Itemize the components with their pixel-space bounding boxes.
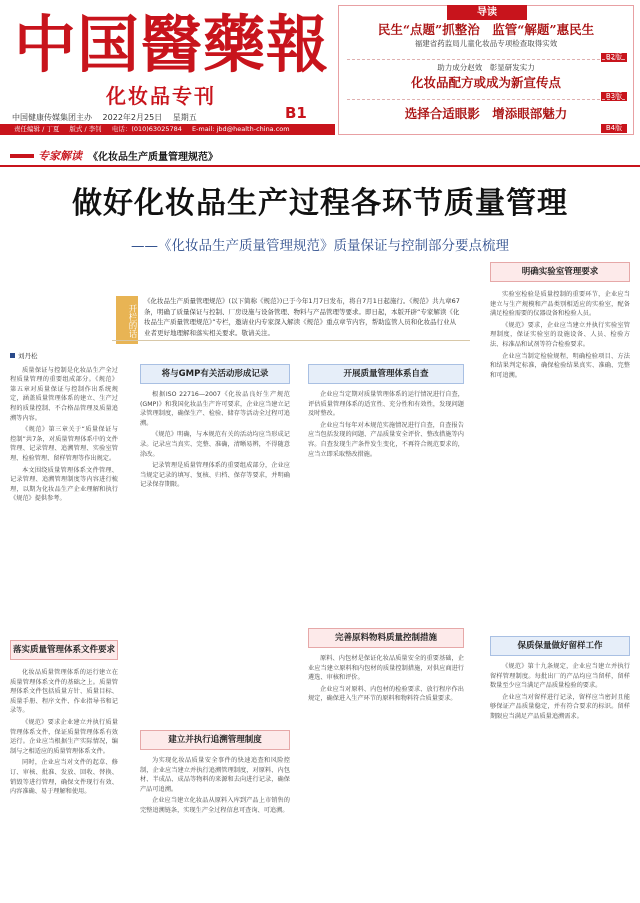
paragraph: 《规范》第十九条规定，企业应当建立并执行留样管理制度。每批出厂的产品均应当留样，留样数量至少应当满足产品质量检验的要求。 xyxy=(490,663,630,690)
newspaper-logo: 中国醫藥報 xyxy=(14,8,330,81)
paragraph: 《规范》明确，与本规范有关的活动均应当形成记录。记录应当真实、完整、准确，清晰易辨，不得随意涂改。 xyxy=(140,431,290,458)
subheadline: ——《化妆品生产质量管理规范》质量保证与控制部分要点梳理 xyxy=(131,238,509,254)
author-byline xyxy=(10,352,118,362)
designer: 版式 / 李钊 xyxy=(69,125,102,133)
paragraph: 本文围绕质量管理体系文件管理、记录管理、追溯管理制度等内容进行梳理，以期为化妆品生产企业理解和执行《规范》提供参考。 xyxy=(10,466,118,503)
article-column-3 xyxy=(308,390,464,620)
paragraph: 原料、内包材是保证化妆品质量安全的重要基础，企业应当建立原料和内包材的质量控制措施，对供应商进行遴选、审核和评价。 xyxy=(308,655,464,682)
guide-item-subtitle: 助力成分赵效 彰显研发实力 xyxy=(437,63,535,72)
weekday: 星期五 xyxy=(172,113,197,122)
supplement-title: 化妆品专刊 xyxy=(106,84,216,108)
column-intro-tag: 开栏的话 xyxy=(116,296,138,344)
article-column-1b xyxy=(10,668,118,897)
paragraph: 企业应当定期对质量管理体系的运行情况进行自查，评估质量管理体系的适宜性、充分性和有效性，发现问题及时整改。 xyxy=(308,391,464,418)
section-bar xyxy=(10,154,34,158)
page-number: B1 xyxy=(285,104,307,122)
publisher-line xyxy=(12,112,205,123)
email: E-mail: jbd@health-china.com xyxy=(191,125,290,133)
article-column-4 xyxy=(490,290,630,628)
subsection-heading: 落实质量管理体系文件要求 xyxy=(10,640,118,660)
paragraph: 企业应当对留样进行记录，留样应当密封且能够保证产品质量稳定，并有符合要求的标识。留样期限应当满足产品质量追溯需求。 xyxy=(490,693,630,720)
section-topic: 《化妆品生产质量管理规范》 xyxy=(88,152,218,163)
phone: 电话：(010)63025784 xyxy=(111,125,182,133)
issue-date: 2022年2月25日 xyxy=(102,113,163,122)
section-header xyxy=(10,145,218,163)
guide-item-title: 化妆品配方或成为新宣传点 xyxy=(410,75,561,90)
column-intro-text: 《化妆品生产质量管理规范》(以下简称《规范》)已于今年1月7日发布，将自7月1日起施行。《规范》共九章67条，明确了质量保证与控制、厂房设施与设备管理、物料与产品管理等要求。即日起，本版开辟“专家解读《化妆品生产质量管理规范》”专栏，邀请业内专家深入解读《规范》重点章节内容，帮助监管人员和化妆品行业从业者更好地理解和落实相关要求。敬请关注。 xyxy=(144,297,460,337)
paragraph: 企业应当制定检验规程，明确检验项目、方法和结果判定标准，确保检验结果真实、准确、完整和可追溯。 xyxy=(490,352,630,379)
guide-page-tag: B2版 xyxy=(601,53,627,62)
paragraph: 为实现化妆品质量安全事件的快速追查和风险控制，企业应当建立并执行追溯管理制度，对原料、内包材、半成品、成品等物料的来源和去向进行记录，确保产品可追溯。 xyxy=(140,757,290,793)
guide-divider xyxy=(347,59,625,60)
paragraph: 企业应当每年对本规范实施情况进行自查，自查报告应当包括发现的问题、产品质量安全评价、整改措施等内容。自查发现生产条件发生变化，不再符合规范要求的，应当立即采取整改措施。 xyxy=(308,421,464,458)
editor-info-bar xyxy=(0,124,335,135)
subsection-heading: 明确实验室管理要求 xyxy=(490,262,630,282)
guide-item[interactable] xyxy=(339,20,633,61)
guide-item[interactable] xyxy=(339,104,633,132)
guide-item-subtitle: 福建省药监局儿童化妆品专项检查取得实效 xyxy=(414,39,558,48)
editor: 责任编辑 / 丁夏 xyxy=(14,125,60,133)
subsection-heading: 将与GMP有关活动形成记录 xyxy=(140,364,290,384)
author-name: 刘丹松 xyxy=(18,352,38,360)
guide-box xyxy=(338,5,634,135)
publisher: 中国健康传媒集团主办 xyxy=(12,113,92,122)
article-column-1 xyxy=(10,352,118,638)
paragraph: 《规范》第三章关于“质量保证与控制”共7条，对质量管理体系中的文件管理、记录管理、追溯管理、实验室管理、检验管理、留样管理等作出规定。 xyxy=(10,426,118,462)
paragraph: 《规范》要求，企业应当建立并执行实验室管理制度，保证实验室的设施设备、人员、检验方法、标准品和试剂等符合检验要求。 xyxy=(490,321,630,348)
guide-item-title: 民生“点题”抓整治 监管“解题”惠民生 xyxy=(377,22,595,37)
guide-divider xyxy=(347,99,625,100)
article-column-2 xyxy=(140,390,290,720)
paragraph: 实验室检验是质量控制的重要环节，企业应当建立与生产规模和产品类别相适应的实验室，配备满足检验需要的仪器设备和检验人员。 xyxy=(490,291,630,318)
guide-item[interactable] xyxy=(339,62,633,100)
headline: 做好化妆品生产过程各环节质量管理 xyxy=(72,186,568,221)
intro-divider xyxy=(112,340,470,341)
paragraph: 企业应当对原料、内包材的检验要求、放行程序作出规定，确保进入生产环节的原料和物料符合质量要求。 xyxy=(308,685,464,703)
paragraph: 企业应当建立化妆品从原料入库到产品上市销售的完整追溯链条，实现生产全过程信息可查询、可追溯。 xyxy=(140,797,290,814)
article-column-4b xyxy=(490,662,630,897)
guide-page-tag: B3版 xyxy=(601,92,627,101)
guide-page-tag: B4版 xyxy=(601,124,627,133)
paragraph: 记录管理是质量管理体系的重要组成部分，企业应当规定记录的填写、复核、归档、保存等要求，并明确记录保存期限。 xyxy=(140,462,290,489)
article-column-2b xyxy=(140,756,290,897)
guide-title: 导读 xyxy=(447,5,527,20)
byline-square-icon xyxy=(10,353,15,358)
paragraph: 质量保证与控制是化妆品生产全过程质量管理的重要组成部分。《规范》第五章对质量保证与控制作出系统规定，涵盖质量管理体系的建立、生产过程的质量控制、不合格品管理及质量追溯等内容。 xyxy=(10,366,118,422)
paragraph: 根据ISO 22716—2007《化妆品良好生产规范(GMP)》和我国化妆品生产许可要求，企业应当建立记录管理制度，确保生产、检验、储存等活动全过程可追溯。 xyxy=(140,391,290,427)
paragraph: 化妆品质量管理体系的运行建立在质量管理体系文件的基础之上。质量管理体系文件包括质量方针、质量目标、质量手册、程序文件、作业指导书和记录等。 xyxy=(10,669,118,715)
subsection-heading: 保质保量做好留样工作 xyxy=(490,636,630,656)
guide-item-title: 选择合适眼影 增添眼部魅力 xyxy=(404,106,568,121)
expert-label: 专家解读 xyxy=(38,149,82,163)
subsection-heading: 建立并执行追溯管理制度 xyxy=(140,730,290,750)
section-rule xyxy=(0,165,640,167)
subsection-heading: 完善原料物料质量控制措施 xyxy=(308,628,464,648)
paragraph: 《规范》要求企业建立并执行质量管理体系文件，保证质量管理体系有效运行。企业应当根据生产实际情况，编制与之相适应的质量管理体系文件。 xyxy=(10,718,118,755)
article-column-3b xyxy=(308,654,464,897)
subsection-heading: 开展质量管理体系自查 xyxy=(308,364,464,384)
paragraph: 同时，企业应当对文件的起草、修订、审核、批准、发放、回收、替换、销毁等进行管理，确保文件现行有效、内容准确、易于理解和使用。 xyxy=(10,759,118,796)
